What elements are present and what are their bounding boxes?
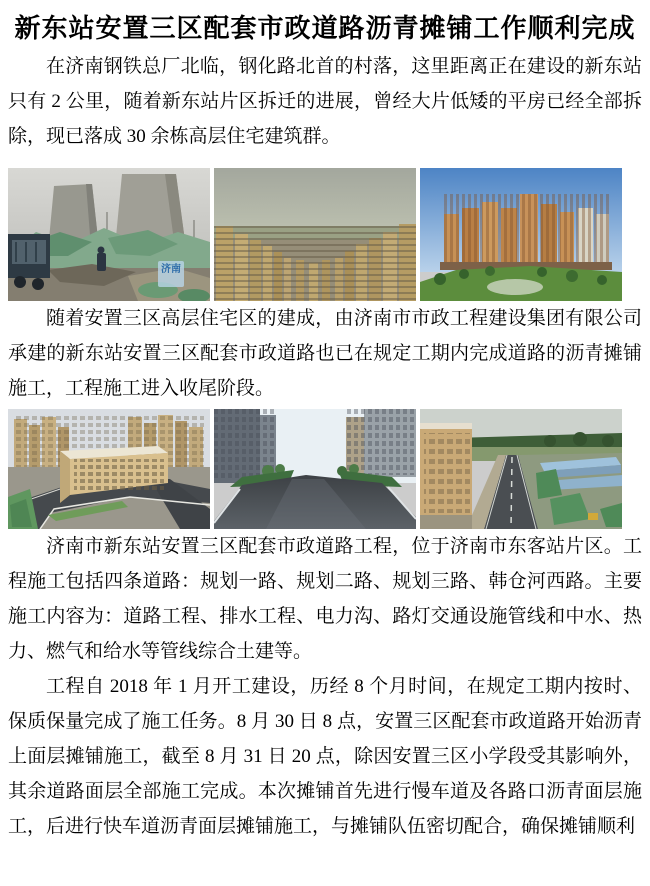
photo-aerial-highrise-estate — [214, 168, 416, 301]
article-title: 新东站安置三区配套市政道路沥青摊铺工作顺利完成 — [14, 14, 636, 43]
paragraph-4: 工程自 2018 年 1 月开工建设，历经 8 个月时间，在规定工期内按时、保质保量完成了施工任务。8 月 30 日 8 点，安置三区配套市政道路开始沥青上面层摊铺施工，截至 8 月 31 日 20 点，除因安置三区小学段受其影响外，其余道路面层全部施工完成。本次摊铺首先进行慢车道及各路口沥青面层施工，后进行快车道沥青面层摊铺施工，与摊铺队伍密切配合，确保摊铺顺利 — [8, 676, 642, 837]
road-intersection-illustration — [8, 409, 210, 529]
photo-rendered-community — [420, 168, 622, 301]
photo-row-1 — [8, 168, 642, 301]
photo-fresh-asphalt-street — [214, 409, 416, 529]
aerial-highrise-illustration — [214, 168, 416, 301]
photo-row-2 — [8, 409, 642, 529]
roadside-construction-illustration — [420, 409, 622, 529]
paragraph-3: 济南市新东站安置三区配套市政道路工程，位于济南市东客站片区。工程施工包括四条道路：规划一路、规划二路、规划三路、韩仓河西路。主要施工内容为：道路工程、排水工程、电力沟、路灯交通设施管线和中水、热力、燃气和给水等管线综合土建等。 — [8, 536, 642, 662]
jinan-watermark-badge: 济南 — [158, 261, 184, 287]
paragraph-1: 在济南钢铁总厂北临，钢化路北首的村落，这里距离正在建设的新东站只有 2 公里，随着新东站片区拆迁的进展，曾经大片低矮的平房已经全部拆除，现已落成 30 余栋高层住宅建筑群。 — [8, 56, 642, 147]
photo-demolition-site — [8, 168, 210, 301]
photo-road-intersection-aerial — [8, 409, 210, 529]
rendered-community-illustration — [420, 168, 622, 301]
photo-roadside-construction-aerial — [420, 409, 622, 529]
paragraph-2: 随着安置三区高层住宅区的建成，由济南市市政工程建设集团有限公司承建的新东站安置三区配套市政道路也已在规定工期内完成道路的沥青摊铺施工，工程施工进入收尾阶段。 — [8, 308, 642, 399]
fresh-asphalt-illustration — [214, 409, 416, 529]
